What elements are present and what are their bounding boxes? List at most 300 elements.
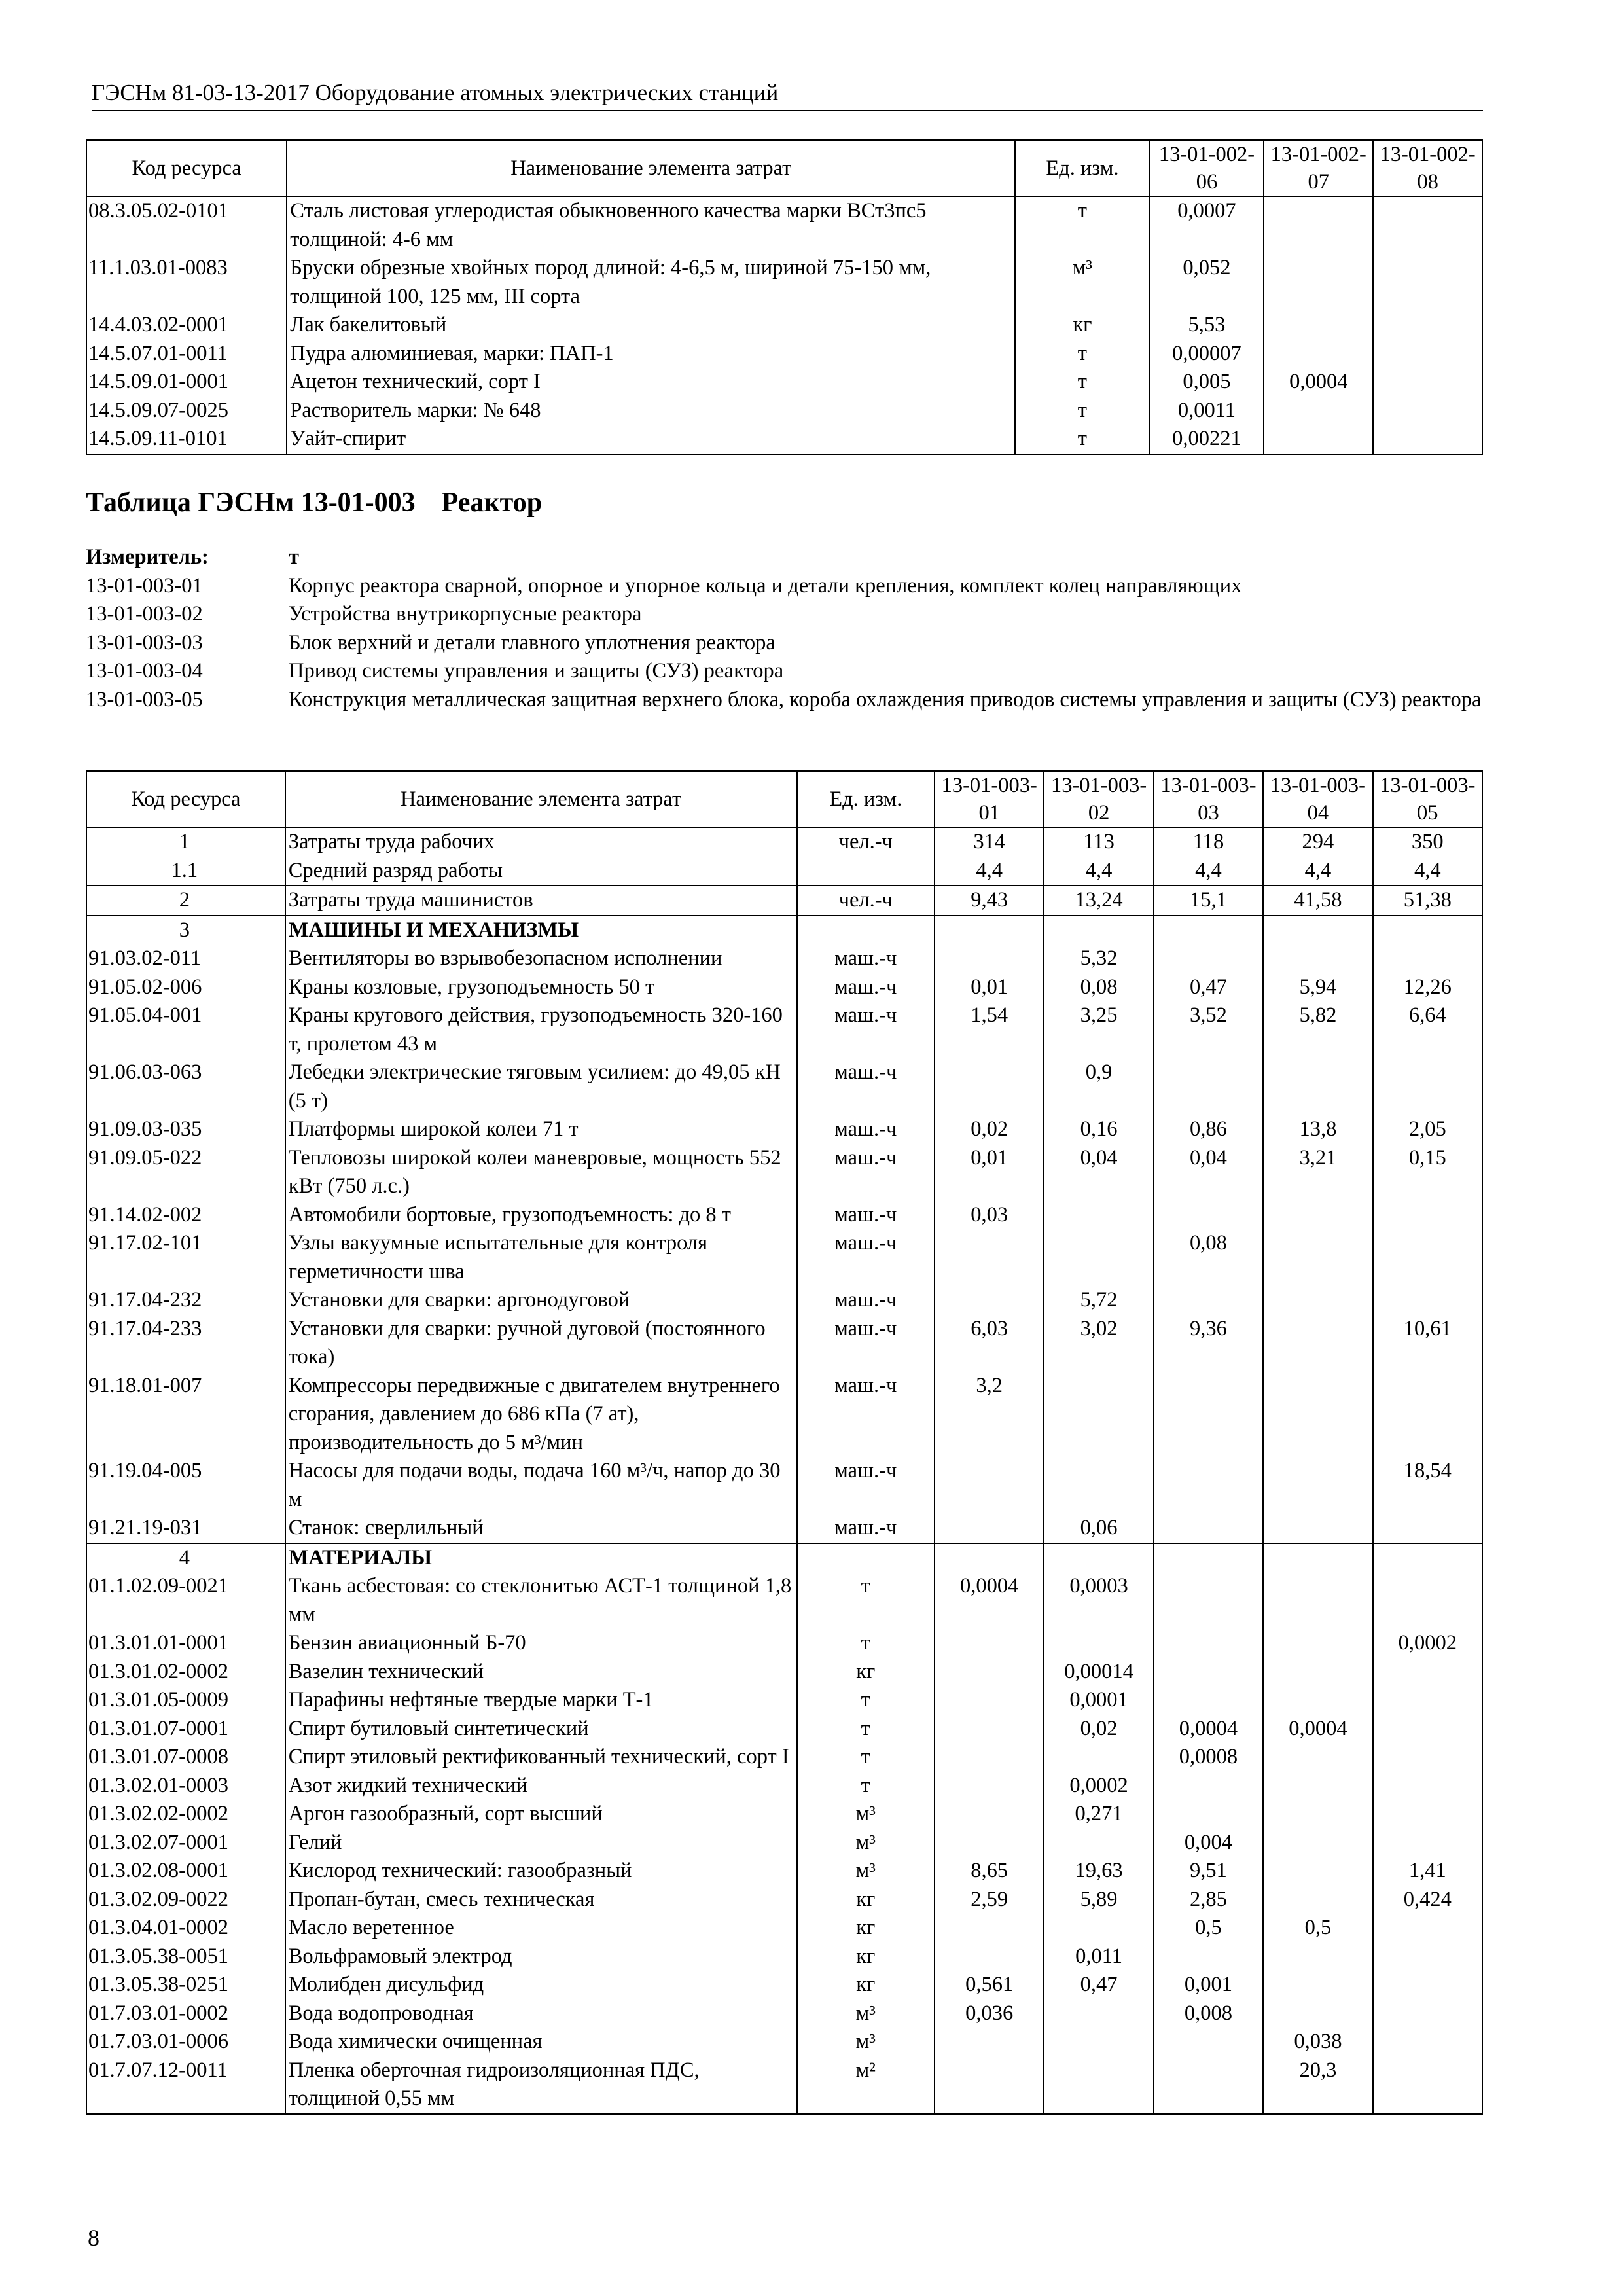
table-row bbox=[86, 1686, 1482, 1715]
norm-value: 0,02 bbox=[935, 1115, 1044, 1144]
norm-value bbox=[935, 1829, 1044, 1857]
measure-item bbox=[86, 629, 1486, 658]
norm-value bbox=[1044, 916, 1153, 945]
norm-value: 0,052 bbox=[1150, 254, 1264, 311]
norm-value: 0,424 bbox=[1373, 1886, 1482, 1914]
norm-value: 9,51 bbox=[1154, 1857, 1263, 1886]
element-name: Растворитель марки: № 648 bbox=[287, 397, 1015, 425]
norm-value: 0,0002 bbox=[1373, 1629, 1482, 1658]
unit: т bbox=[1015, 425, 1149, 454]
element-name: Пудра алюминиевая, марки: ПАП-1 bbox=[287, 340, 1015, 368]
norm-value bbox=[1154, 1372, 1263, 1458]
table-row bbox=[86, 1115, 1482, 1144]
norm-value bbox=[1154, 2056, 1263, 2114]
header-norm-code: 13-01-003-01 bbox=[935, 771, 1044, 827]
resource-code: 91.18.01-007 bbox=[86, 1372, 285, 1458]
norm-value bbox=[1044, 1229, 1153, 1286]
element-name: Масло веретенное bbox=[285, 1914, 797, 1943]
norm-value bbox=[1263, 1286, 1372, 1315]
resource-code: 14.5.07.01-0011 bbox=[86, 340, 287, 368]
norm-value bbox=[1373, 944, 1482, 973]
unit: чел.-ч bbox=[797, 886, 935, 916]
unit: кг bbox=[797, 1971, 935, 2000]
norm-value bbox=[1154, 1658, 1263, 1687]
element-name: Установки для сварки: ручной дуговой (постоянного тока) bbox=[285, 1315, 797, 1372]
measure-item-text: Устройства внутрикорпусные реактора bbox=[289, 602, 642, 626]
unit: маш.-ч bbox=[797, 1115, 935, 1144]
norm-value bbox=[1373, 1201, 1482, 1230]
norm-value bbox=[1373, 2028, 1482, 2056]
element-name: Платформы широкой колеи 71 т bbox=[285, 1115, 797, 1144]
norm-value bbox=[1154, 944, 1263, 973]
norm-value: 0,0008 bbox=[1154, 1743, 1263, 1772]
norm-value: 51,38 bbox=[1373, 886, 1482, 916]
norm-value bbox=[1263, 1543, 1372, 1573]
norm-value bbox=[1263, 1943, 1372, 1971]
table-title-name: Реактор bbox=[441, 488, 543, 518]
table-header-row bbox=[86, 140, 1482, 196]
norm-value: 4,4 bbox=[1373, 857, 1482, 886]
norm-value bbox=[1154, 1514, 1263, 1543]
norm-value bbox=[1373, 1686, 1482, 1715]
element-name: Сталь листовая углеродистая обыкновенного качества марки ВСт3пс5 толщиной: 4-6 мм bbox=[287, 196, 1015, 254]
unit bbox=[797, 1543, 935, 1573]
norm-value bbox=[935, 1914, 1044, 1943]
table-row bbox=[86, 311, 1482, 340]
header-norm-code: 13-01-002-06 bbox=[1150, 140, 1264, 196]
norm-value bbox=[1044, 1372, 1153, 1458]
header-norm-code: 13-01-003-03 bbox=[1154, 771, 1263, 827]
table-row bbox=[86, 254, 1482, 311]
resource-code: 91.06.03-063 bbox=[86, 1058, 285, 1115]
norm-value bbox=[1373, 1914, 1482, 1943]
norm-value bbox=[1044, 2056, 1153, 2114]
measure-block bbox=[86, 543, 1486, 714]
norm-value bbox=[1154, 1058, 1263, 1115]
page-number: 8 bbox=[88, 2225, 99, 2251]
norm-value: 0,008 bbox=[1154, 2000, 1263, 2028]
element-name: Спирт бутиловый синтетический bbox=[285, 1715, 797, 1744]
norm-value bbox=[1263, 1800, 1372, 1829]
norm-value: 0,16 bbox=[1044, 1115, 1153, 1144]
resource-code: 14.5.09.11-0101 bbox=[86, 425, 287, 454]
norm-value: 0,04 bbox=[1154, 1144, 1263, 1201]
norm-value: 0,01 bbox=[935, 973, 1044, 1002]
table-row bbox=[86, 886, 1482, 916]
resource-code: 01.3.02.07-0001 bbox=[86, 1829, 285, 1857]
norm-value bbox=[935, 1743, 1044, 1772]
resource-code: 14.4.03.02-0001 bbox=[86, 311, 287, 340]
norm-value: 3,21 bbox=[1263, 1144, 1372, 1201]
norm-value: 0,86 bbox=[1154, 1115, 1263, 1144]
norm-value: 0,038 bbox=[1263, 2028, 1372, 2056]
norm-value bbox=[1263, 1772, 1372, 1801]
norm-value: 0,005 bbox=[1150, 368, 1264, 397]
norm-value: 5,82 bbox=[1263, 1001, 1372, 1058]
measure-item-text: Привод системы управления и защиты (СУЗ) реактора bbox=[289, 659, 784, 683]
header-element-name: Наименование элемента затрат bbox=[287, 140, 1015, 196]
unit: кг bbox=[797, 1943, 935, 1971]
table-row bbox=[86, 944, 1482, 973]
measure-value: т bbox=[289, 545, 299, 569]
unit: маш.-ч bbox=[797, 1058, 935, 1115]
header-unit: Ед. изм. bbox=[797, 771, 935, 827]
table-row bbox=[86, 1229, 1482, 1286]
measure-item-text: Блок верхний и детали главного уплотнения реактора bbox=[289, 630, 776, 655]
unit: т bbox=[1015, 340, 1149, 368]
resource-code: 01.3.01.05-0009 bbox=[86, 1686, 285, 1715]
norm-value bbox=[1373, 254, 1482, 311]
norm-value bbox=[1263, 1514, 1372, 1543]
unit: т bbox=[797, 1743, 935, 1772]
norm-value: 2,85 bbox=[1154, 1886, 1263, 1914]
norm-value bbox=[1264, 254, 1373, 311]
norm-value: 6,64 bbox=[1373, 1001, 1482, 1058]
norm-value: 5,89 bbox=[1044, 1886, 1153, 1914]
section-row bbox=[86, 916, 1482, 945]
norm-value bbox=[935, 1715, 1044, 1744]
norm-value bbox=[1264, 311, 1373, 340]
resource-code: 91.14.02-002 bbox=[86, 1201, 285, 1230]
norm-value: 0,0004 bbox=[935, 1572, 1044, 1629]
resource-code: 11.1.03.01-0083 bbox=[86, 254, 287, 311]
unit: т bbox=[797, 1686, 935, 1715]
measure-item-code: 13-01-003-01 bbox=[86, 573, 203, 598]
element-name: Узлы вакуумные испытательные для контроля герметичности шва bbox=[285, 1229, 797, 1286]
norm-value: 9,36 bbox=[1154, 1315, 1263, 1372]
element-name: Станок: сверлильный bbox=[285, 1514, 797, 1543]
unit: маш.-ч bbox=[797, 1514, 935, 1543]
element-name: Вода химически очищенная bbox=[285, 2028, 797, 2056]
norm-value bbox=[935, 1943, 1044, 1971]
norm-value: 13,24 bbox=[1044, 886, 1153, 916]
header-resource-code: Код ресурса bbox=[86, 771, 285, 827]
norm-value bbox=[1373, 1514, 1482, 1543]
resource-code: 01.3.02.02-0002 bbox=[86, 1800, 285, 1829]
norm-value: 3,25 bbox=[1044, 1001, 1153, 1058]
resource-code: 01.7.03.01-0002 bbox=[86, 2000, 285, 2028]
resource-code: 01.3.01.02-0002 bbox=[86, 1658, 285, 1687]
running-header: ГЭСНм 81-03-13-2017 Оборудование атомных электрических станций bbox=[92, 77, 1483, 111]
norm-value: 18,54 bbox=[1373, 1457, 1482, 1514]
table-row bbox=[86, 1372, 1482, 1458]
table-row bbox=[86, 2000, 1482, 2028]
unit: м³ bbox=[797, 2000, 935, 2028]
resource-code: 14.5.09.07-0025 bbox=[86, 397, 287, 425]
norm-value bbox=[1264, 340, 1373, 368]
resource-code: 91.09.05-022 bbox=[86, 1144, 285, 1201]
element-name: Аргон газообразный, сорт высший bbox=[285, 1800, 797, 1829]
element-name: Затраты труда машинистов bbox=[285, 886, 797, 916]
norm-value bbox=[1154, 2028, 1263, 2056]
table-row bbox=[86, 397, 1482, 425]
measure-item bbox=[86, 572, 1486, 601]
resource-code: 01.3.02.01-0003 bbox=[86, 1772, 285, 1801]
table-row bbox=[86, 1715, 1482, 1744]
element-name: Вентиляторы во взрывобезопасном исполнении bbox=[285, 944, 797, 973]
resource-code: 91.05.02-006 bbox=[86, 973, 285, 1002]
norm-value bbox=[1373, 1971, 1482, 2000]
norm-value: 4,4 bbox=[1263, 857, 1372, 886]
norm-value: 0,08 bbox=[1044, 973, 1153, 1002]
measure-label: Измеритель: bbox=[86, 545, 209, 569]
table-row bbox=[86, 1514, 1482, 1543]
header-norm-code: 13-01-002-08 bbox=[1373, 140, 1482, 196]
resource-code: 08.3.05.02-0101 bbox=[86, 196, 287, 254]
resource-code: 1 bbox=[86, 827, 285, 857]
element-name: Вольфрамовый электрод bbox=[285, 1943, 797, 1971]
unit: кг bbox=[797, 1886, 935, 1914]
norm-value: 0,15 bbox=[1373, 1144, 1482, 1201]
norm-value: 350 bbox=[1373, 827, 1482, 857]
norm-value: 6,03 bbox=[935, 1315, 1044, 1372]
norm-value: 10,61 bbox=[1373, 1315, 1482, 1372]
norm-value bbox=[1263, 1058, 1372, 1115]
element-name: Бензин авиационный Б-70 bbox=[285, 1629, 797, 1658]
norm-value bbox=[1373, 340, 1482, 368]
norm-value: 4,4 bbox=[935, 857, 1044, 886]
norm-value bbox=[935, 1658, 1044, 1687]
norm-value: 0,001 bbox=[1154, 1971, 1263, 2000]
norm-value: 1,41 bbox=[1373, 1857, 1482, 1886]
element-name: Ацетон технический, сорт I bbox=[287, 368, 1015, 397]
norm-value bbox=[1044, 1543, 1153, 1573]
norm-value bbox=[935, 1457, 1044, 1514]
norm-value: 0,03 bbox=[935, 1201, 1044, 1230]
norm-value bbox=[1154, 1543, 1263, 1573]
norm-value bbox=[935, 1229, 1044, 1286]
table-row bbox=[86, 1286, 1482, 1315]
unit: м³ bbox=[1015, 254, 1149, 311]
norm-value bbox=[1373, 1772, 1482, 1801]
norm-value: 0,01 bbox=[935, 1144, 1044, 1201]
norm-value: 0,011 bbox=[1044, 1943, 1153, 1971]
norm-value: 3,2 bbox=[935, 1372, 1044, 1458]
unit: маш.-ч bbox=[797, 944, 935, 973]
norm-value: 15,1 bbox=[1154, 886, 1263, 916]
norm-value: 41,58 bbox=[1263, 886, 1372, 916]
resource-table-13-01-003 bbox=[86, 770, 1483, 2115]
table-row bbox=[86, 1971, 1482, 2000]
norm-value bbox=[1044, 1457, 1153, 1514]
norm-value bbox=[1263, 1372, 1372, 1458]
norm-value bbox=[935, 1543, 1044, 1573]
resource-code: 91.03.02-011 bbox=[86, 944, 285, 973]
element-name: Установки для сварки: аргонодуговой bbox=[285, 1286, 797, 1315]
unit: т bbox=[797, 1772, 935, 1801]
norm-value bbox=[1044, 1914, 1153, 1943]
unit: маш.-ч bbox=[797, 1372, 935, 1458]
norm-value bbox=[1154, 1286, 1263, 1315]
norm-value: 5,72 bbox=[1044, 1286, 1153, 1315]
unit: кг bbox=[1015, 311, 1149, 340]
norm-value bbox=[935, 1514, 1044, 1543]
norm-value bbox=[1154, 916, 1263, 945]
norm-value: 0,47 bbox=[1154, 973, 1263, 1002]
norm-value: 0,00014 bbox=[1044, 1658, 1153, 1687]
table-row bbox=[86, 1829, 1482, 1857]
norm-value bbox=[1154, 1457, 1263, 1514]
norm-value bbox=[1373, 425, 1482, 454]
resource-code: 01.3.01.07-0008 bbox=[86, 1743, 285, 1772]
table-row bbox=[86, 1572, 1482, 1629]
element-name: Насосы для подачи воды, подача 160 м³/ч, напор до 30 м bbox=[285, 1457, 797, 1514]
norm-value: 20,3 bbox=[1263, 2056, 1372, 2114]
unit: кг bbox=[797, 1914, 935, 1943]
norm-value: 1,54 bbox=[935, 1001, 1044, 1058]
norm-value bbox=[1263, 1457, 1372, 1514]
resource-code: 91.05.04-001 bbox=[86, 1001, 285, 1058]
norm-value bbox=[1263, 916, 1372, 945]
norm-value: 3,02 bbox=[1044, 1315, 1153, 1372]
resource-code: 01.3.05.38-0251 bbox=[86, 1971, 285, 2000]
norm-value bbox=[1044, 2028, 1153, 2056]
norm-value bbox=[1373, 1829, 1482, 1857]
norm-value: 0,0007 bbox=[1150, 196, 1264, 254]
norm-value: 13,8 bbox=[1263, 1115, 1372, 1144]
resource-code: 91.21.19-031 bbox=[86, 1514, 285, 1543]
norm-value bbox=[1373, 1743, 1482, 1772]
table-row bbox=[86, 1144, 1482, 1201]
resource-code: 91.17.04-233 bbox=[86, 1315, 285, 1372]
norm-value bbox=[935, 2056, 1044, 2114]
element-name: Гелий bbox=[285, 1829, 797, 1857]
unit: маш.-ч bbox=[797, 1144, 935, 1201]
norm-value: 5,53 bbox=[1150, 311, 1264, 340]
resource-code: 3 bbox=[86, 916, 285, 945]
norm-value bbox=[1373, 1372, 1482, 1458]
resource-code: 01.1.02.09-0021 bbox=[86, 1572, 285, 1629]
element-name: Пропан-бутан, смесь техническая bbox=[285, 1886, 797, 1914]
norm-value bbox=[1044, 1629, 1153, 1658]
element-name: Пленка оберточная гидроизоляционная ПДС, толщиной 0,55 мм bbox=[285, 2056, 797, 2114]
norm-value: 294 bbox=[1263, 827, 1372, 857]
norm-value bbox=[1263, 1886, 1372, 1914]
resource-table-13-01-002 bbox=[86, 139, 1483, 455]
measure-item bbox=[86, 657, 1486, 686]
norm-value: 5,94 bbox=[1263, 973, 1372, 1002]
measure-item-code: 13-01-003-04 bbox=[86, 659, 203, 683]
resource-code: 01.3.01.07-0001 bbox=[86, 1715, 285, 1744]
norm-value: 19,63 bbox=[1044, 1857, 1153, 1886]
table-title bbox=[86, 483, 542, 522]
norm-value bbox=[1373, 1800, 1482, 1829]
resource-code: 91.19.04-005 bbox=[86, 1457, 285, 1514]
norm-value bbox=[1154, 1201, 1263, 1230]
resource-code: 1.1 bbox=[86, 857, 285, 886]
measure-item bbox=[86, 686, 1486, 715]
norm-value bbox=[1263, 1658, 1372, 1687]
norm-value: 4,4 bbox=[1154, 857, 1263, 886]
norm-value bbox=[1263, 1829, 1372, 1857]
norm-value bbox=[1373, 1572, 1482, 1629]
section-row bbox=[86, 1543, 1482, 1573]
table-row bbox=[86, 1772, 1482, 1801]
resource-code: 2 bbox=[86, 886, 285, 916]
element-name: Азот жидкий технический bbox=[285, 1772, 797, 1801]
resource-code: 01.3.01.01-0001 bbox=[86, 1629, 285, 1658]
element-name: Бруски обрезные хвойных пород длиной: 4-6,5 м, шириной 75-150 мм, толщиной 100, 125 мм, III сорта bbox=[287, 254, 1015, 311]
norm-value: 0,00007 bbox=[1150, 340, 1264, 368]
norm-value: 0,0003 bbox=[1044, 1572, 1153, 1629]
header-norm-code: 13-01-003-04 bbox=[1263, 771, 1372, 827]
table-row bbox=[86, 2028, 1482, 2056]
element-name: Ткань асбестовая: со стеклонитью АСТ-1 толщиной 1,8 мм bbox=[285, 1572, 797, 1629]
unit bbox=[797, 916, 935, 945]
norm-value bbox=[935, 1686, 1044, 1715]
unit: т bbox=[1015, 397, 1149, 425]
measure-item-code: 13-01-003-05 bbox=[86, 687, 203, 711]
norm-value: 118 bbox=[1154, 827, 1263, 857]
norm-value: 0,9 bbox=[1044, 1058, 1153, 1115]
element-name: Лак бакелитовый bbox=[287, 311, 1015, 340]
unit: м³ bbox=[797, 1829, 935, 1857]
table-row bbox=[86, 1914, 1482, 1943]
table-title-label: Таблица ГЭСНм 13-01-003 bbox=[86, 488, 416, 518]
table-row bbox=[86, 196, 1482, 254]
norm-value bbox=[1263, 1857, 1372, 1886]
norm-value: 0,0001 bbox=[1044, 1686, 1153, 1715]
unit: кг bbox=[797, 1658, 935, 1687]
unit: м³ bbox=[797, 1857, 935, 1886]
norm-value: 2,05 bbox=[1373, 1115, 1482, 1144]
norm-value bbox=[1373, 2056, 1482, 2114]
norm-value bbox=[1373, 397, 1482, 425]
resource-code: 14.5.09.01-0001 bbox=[86, 368, 287, 397]
norm-value: 2,59 bbox=[935, 1886, 1044, 1914]
norm-value bbox=[1154, 1943, 1263, 1971]
norm-value bbox=[1263, 1201, 1372, 1230]
table-row bbox=[86, 1001, 1482, 1058]
norm-value: 0,0011 bbox=[1150, 397, 1264, 425]
element-name: МАТЕРИАЛЫ bbox=[285, 1543, 797, 1573]
norm-value: 0,47 bbox=[1044, 1971, 1153, 2000]
resource-code: 91.09.03-035 bbox=[86, 1115, 285, 1144]
element-name: Компрессоры передвижные с двигателем внутреннего сгорания, давлением до 686 кПа (7 ат), производительность до 5 м³/мин bbox=[285, 1372, 797, 1458]
norm-value: 0,06 bbox=[1044, 1514, 1153, 1543]
norm-value: 8,65 bbox=[935, 1857, 1044, 1886]
norm-value bbox=[1263, 1229, 1372, 1286]
norm-value bbox=[1373, 196, 1482, 254]
table-row bbox=[86, 2056, 1482, 2114]
table-header-row bbox=[86, 771, 1482, 827]
header-unit: Ед. изм. bbox=[1015, 140, 1149, 196]
norm-value: 0,08 bbox=[1154, 1229, 1263, 1286]
norm-value bbox=[1154, 1629, 1263, 1658]
norm-value bbox=[935, 1286, 1044, 1315]
norm-value bbox=[1373, 1229, 1482, 1286]
norm-value bbox=[1263, 1743, 1372, 1772]
element-name: МАШИНЫ И МЕХАНИЗМЫ bbox=[285, 916, 797, 945]
table-row bbox=[86, 1943, 1482, 1971]
header-resource-code: Код ресурса bbox=[86, 140, 287, 196]
norm-value: 0,004 bbox=[1154, 1829, 1263, 1857]
norm-value: 0,0004 bbox=[1154, 1715, 1263, 1744]
unit: т bbox=[797, 1629, 935, 1658]
resource-code: 91.17.02-101 bbox=[86, 1229, 285, 1286]
norm-value bbox=[1373, 368, 1482, 397]
norm-value: 0,02 bbox=[1044, 1715, 1153, 1744]
norm-value bbox=[1044, 1743, 1153, 1772]
unit: маш.-ч bbox=[797, 1001, 935, 1058]
norm-value: 9,43 bbox=[935, 886, 1044, 916]
measure-item-text: Конструкция металлическая защитная верхнего блока, короба охлаждения приводов системы управления и защиты (СУЗ) реактора bbox=[289, 687, 1482, 711]
header-norm-code: 13-01-003-05 bbox=[1373, 771, 1482, 827]
resource-code: 01.3.05.38-0051 bbox=[86, 1943, 285, 1971]
norm-value bbox=[935, 1058, 1044, 1115]
norm-value bbox=[935, 2028, 1044, 2056]
element-name: Тепловозы широкой колеи маневровые, мощность 552 кВт (750 л.с.) bbox=[285, 1144, 797, 1201]
